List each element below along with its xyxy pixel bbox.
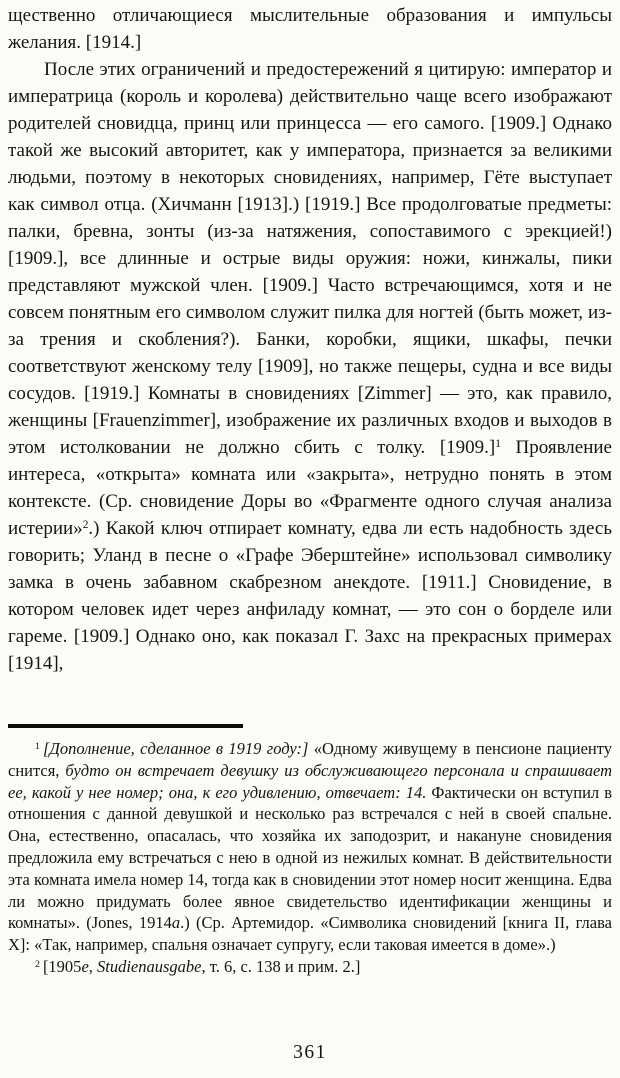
footnote-2 <box>8 956 612 978</box>
footnote-text: , <box>88 956 98 976</box>
main-text <box>8 2 612 677</box>
footnote-1 <box>8 738 612 956</box>
footnote-text: Studienausgabe <box>97 956 202 976</box>
page-number: 361 <box>293 1042 327 1063</box>
footnote-text: , т. 6, с. 138 и прим. 2.] <box>201 956 361 976</box>
paragraph-continuation <box>8 2 612 56</box>
footnote-text: е <box>81 956 89 976</box>
footnote-text: .) (Ср. Артемидор. «Символика сновидений [книга II, глава X]: «Так, например, спальня означает супругу, если таковая имеется в доме».) <box>8 913 612 955</box>
footnote-text: [Дополнение, сделанное в 1919 году:] <box>42 739 309 758</box>
paragraph-text: .) Какой ключ отпирает комнату, едва ли есть надобность здесь говорить; Уланд в песне о «Графе Эберштейне» использовал символику замка в очень забавном скабрезном анекдоте. [1911.] Сновидение, в котором человек идет через анфиладу комнат, — это сон о борделе или гареме. [1909.] Однако оно, как показал Г. Захс на прекрасных примерах [1914], <box>8 518 612 674</box>
paragraph-text: Проявление интереса, «открыта» комната или «закрыта», нетрудно понять в этом контексте. (Ср. сновидение Доры во «Фрагменте одного случая анализа истерии» <box>8 437 612 539</box>
paragraph-text: щественно отличающиеся мыслительные образования и импульсы желания. [1914.] <box>8 5 612 53</box>
footnote-text: Фактически он вступил в отношения с данной девушкой и несколько раз встречался с ней в своей спальне. Она, естественно, опасалась, что хозяйка их заподозрит, и накануне сновидения предложила ему встречаться с нею в одной из нежилых комнат. В действительности эта комната имела номер 14, тогда как в сновидении этот номер носит женщина. Едва ли можно придумать более явное свидетельство идентификации женщины и комнаты». (Jones, 1914 <box>8 782 612 933</box>
footnote-text: [1905 <box>42 956 82 976</box>
footnote-separator <box>8 724 243 728</box>
footnote-marker-1: 1 <box>35 741 40 753</box>
footnote-text: «Одному живущему в пенсионе пациенту снится, <box>8 739 612 780</box>
paragraph-text: После этих ограничений и предостережений я цитирую: император и императрица (король и королева) действительно чаще всего изображают родителей сновидца, принц или принцесса — его самого. [1909.] Однако такой же высокий авторитет, как у императора, признается за великими людьми, поэтому в некоторых сновидениях, например, Гёте выступает как символ отца. (Хичманн [1913].) [1919.] Все продолговатые предметы: палки, бревна, зонты (из-за натяжения, сопоставимого с эрекцией!) [1909.], все длинные и острые виды оружия: ножи, кинжалы, пики представляют мужской член. [1909.] Часто встречающимся, хотя и не совсем понятным его символом служит пилка для ногтей (быть может, из-за трения и скобления?). Банки, коробки, ящики, шкафы, печки соответствуют женскому телу [1909], но также пещеры, судна и все виды сосудов. [1919.] Комнаты в сновидениях [Zimmer] — это, как правило, женщины [Frauenzimmer], изображение их различных входов и выходов в этом истолковании не должно сбить с толку. [1909.] <box>8 59 612 458</box>
footnotes <box>8 738 612 978</box>
footnote-marker-2: 2 <box>35 959 40 971</box>
footnote-area <box>8 724 612 978</box>
footnote-text: будто он встречает девушку из обслуживающего персонала и спрашивает ее, какой у нее номер; она, к его удивлению, отвечает: 14. <box>8 760 612 802</box>
footnote-ref-2: 2 <box>82 519 89 532</box>
paragraph-main <box>8 56 612 677</box>
footnote-ref-1: 1 <box>495 438 501 451</box>
footnote-text: а <box>171 913 181 933</box>
